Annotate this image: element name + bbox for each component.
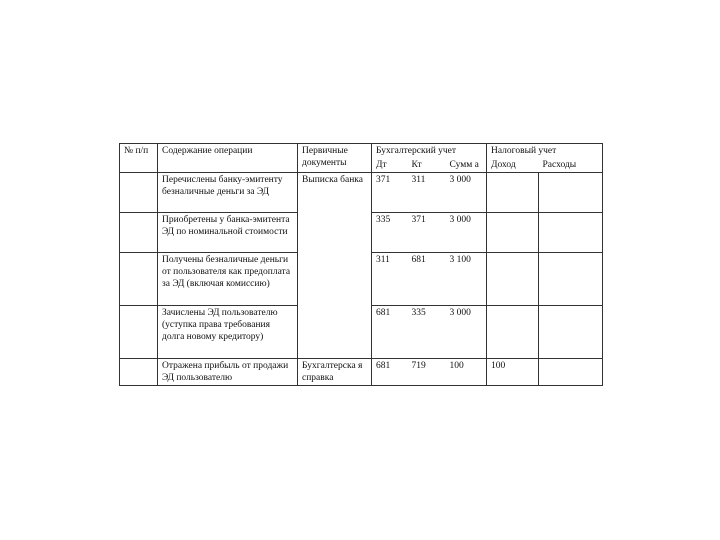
cell-income: 100: [487, 359, 539, 386]
cell-num: [120, 253, 158, 306]
cell-sum: 3 000: [446, 306, 487, 359]
cell-expense: [539, 253, 603, 306]
cell-dt: 681: [372, 359, 408, 386]
cell-content: Получены безналичные деньги от пользователя как предоплата за ЭД (включая комиссию): [158, 253, 298, 306]
cell-expense: [539, 213, 603, 253]
cell-income: [487, 213, 539, 253]
table-row: [120, 173, 603, 213]
cell-income: [487, 253, 539, 306]
cell-kt: 719: [408, 359, 446, 386]
cell-kt: 311: [408, 173, 446, 213]
operations-table: [119, 143, 603, 386]
cell-doc: Бухгалтерска я справка: [298, 359, 372, 386]
cell-expense: [539, 173, 603, 213]
header-content: Содержание операции: [158, 144, 298, 173]
cell-sum: 3 000: [446, 213, 487, 253]
cell-num: [120, 213, 158, 253]
cell-expense: [539, 306, 603, 359]
cell-sum: 3 000: [446, 173, 487, 213]
header-expense: Расходы: [539, 158, 603, 173]
header-row-1: [120, 144, 603, 159]
cell-num: [120, 306, 158, 359]
cell-dt: 335: [372, 213, 408, 253]
header-docs: Первичные документы: [298, 144, 372, 173]
cell-content: Отражена прибыль от продажи ЭД пользователю: [158, 359, 298, 386]
cell-doc: Выписка банка: [298, 173, 372, 359]
cell-dt: 681: [372, 306, 408, 359]
cell-dt: 371: [372, 173, 408, 213]
cell-sum: 100: [446, 359, 487, 386]
table-row: [120, 359, 603, 386]
header-tax: Налоговый учет: [487, 144, 603, 159]
cell-num: [120, 173, 158, 213]
cell-income: [487, 173, 539, 213]
cell-content: Перечислены банку-эмитенту безналичные деньги за ЭД: [158, 173, 298, 213]
header-income: Доход: [487, 158, 539, 173]
header-sum: Сумм а: [446, 158, 487, 173]
header-num: № п/п: [120, 144, 158, 173]
cell-income: [487, 306, 539, 359]
cell-kt: 335: [408, 306, 446, 359]
cell-kt: 371: [408, 213, 446, 253]
cell-sum: 3 100: [446, 253, 487, 306]
cell-num: [120, 359, 158, 386]
header-accounting: Бухгалтерский учет: [372, 144, 487, 159]
cell-content: Приобретены у банка-эмитента ЭД по номинальной стоимости: [158, 213, 298, 253]
header-dt: Дт: [372, 158, 408, 173]
cell-expense: [539, 359, 603, 386]
header-kt: Кт: [408, 158, 446, 173]
cell-kt: 681: [408, 253, 446, 306]
cell-dt: 311: [372, 253, 408, 306]
cell-content: Зачислены ЭД пользователю (уступка права требования долга новому кредитору): [158, 306, 298, 359]
